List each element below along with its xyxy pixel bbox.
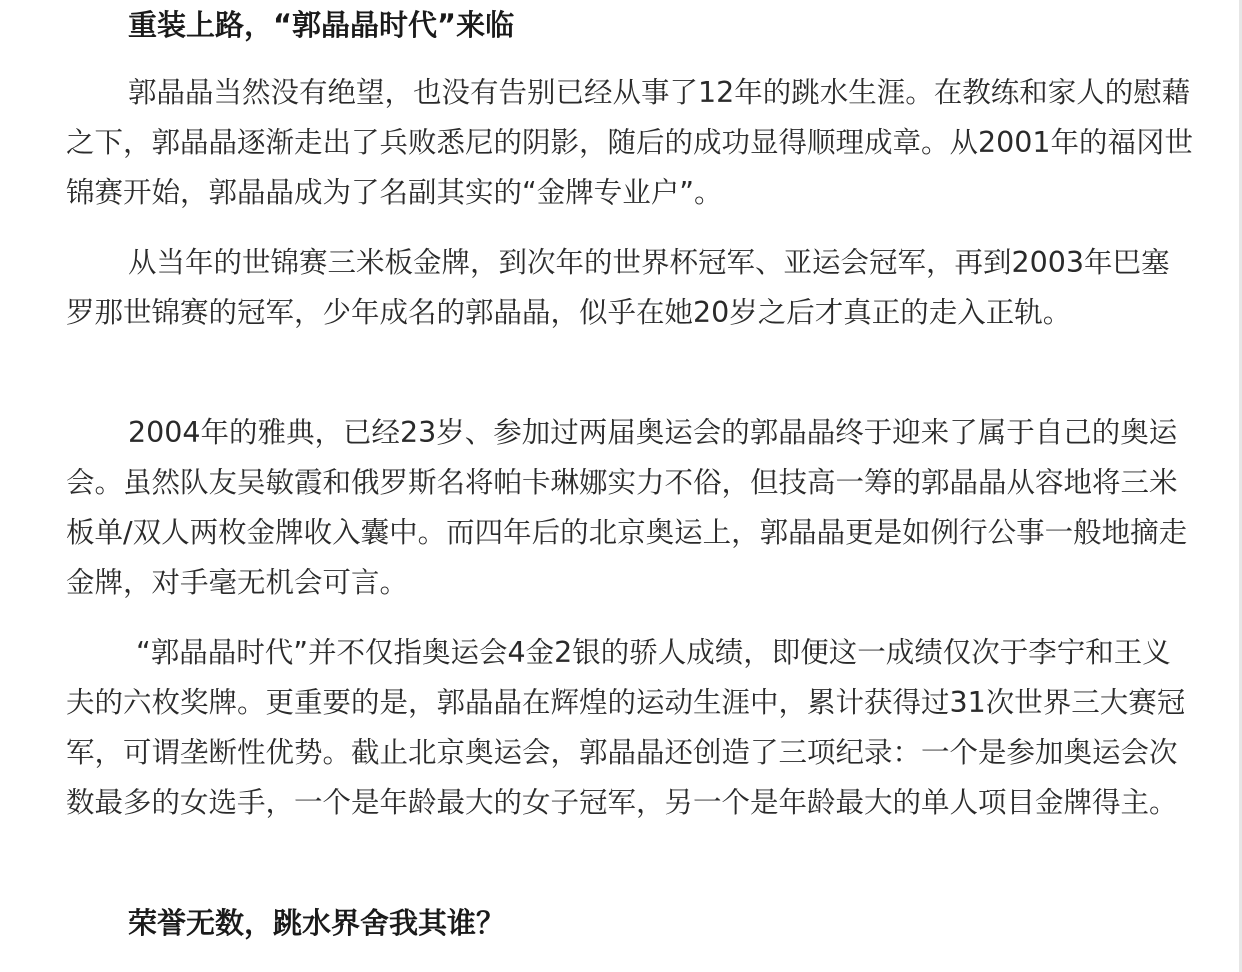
section-heading: 重装上路，“郭晶晶时代”来临: [128, 8, 515, 42]
paragraph: 2004年的雅典，已经23岁、参加过两届奥运会的郭晶晶终于迎来了属于自己的奥运会。虽然队友吴敏霞和俄罗斯名将帕卡琳娜实力不俗，但技高一筹的郭晶晶从容地将三米板单/双人两枚金牌收入囊中。而四年后的北京奥运上，郭晶晶更是如例行公事一般地摘走金牌，对手毫无机会可言。: [66, 416, 1188, 599]
paragraph: 郭晶晶当然没有绝望，也没有告别已经从事了12年的跳水生涯。在教练和家人的慰藉之下，郭晶晶逐渐走出了兵败悉尼的阴影，随后的成功显得顺理成章。从2001年的福冈世锦赛开始，郭晶晶成为了名副其实的“金牌专业户”。: [66, 76, 1194, 209]
paragraph: 从当年的世锦赛三米板金牌，到次年的世界杯冠军、亚运会冠军，再到2003年巴塞罗那世锦赛的冠军，少年成名的郭晶晶，似乎在她20岁之后才真正的走入正轨。: [66, 246, 1170, 329]
paragraph: “郭晶晶时代”并不仅指奥运会4金2银的骄人成绩，即便这一成绩仅次于李宁和王义夫的六枚奖牌。更重要的是，郭晶晶在辉煌的运动生涯中，累计获得过31次世界三大赛冠军，可谓垄断性优势。截止北京奥运会，郭晶晶还创造了三项纪录：一个是参加奥运会次数最多的女选手，一个是年龄最大的女子冠军，另一个是年龄最大的单人项目金牌得主。: [66, 636, 1186, 819]
section-heading: 荣誉无数，跳水界舍我其谁？: [128, 906, 506, 940]
